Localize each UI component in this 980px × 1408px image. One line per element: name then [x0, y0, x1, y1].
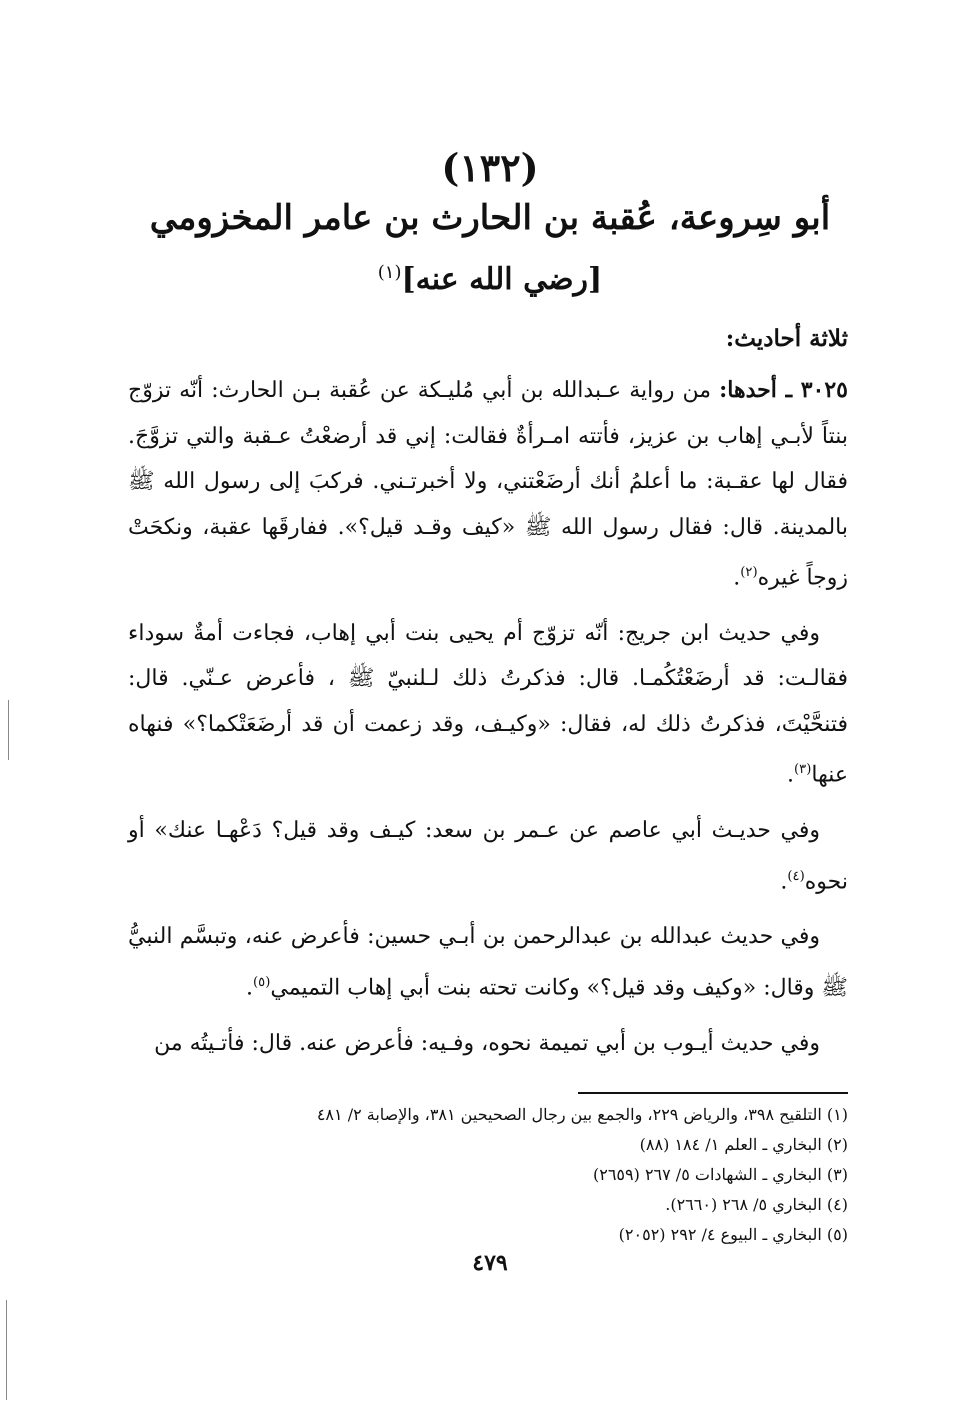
footnote-2: (٢) البخاري ـ العلم ١/ ١٨٤ (٨٨) [639, 1135, 848, 1154]
page-number: ٤٧٩ [472, 1250, 508, 1276]
paragraph-5 [128, 1021, 848, 1067]
paragraph-3 [128, 808, 848, 904]
paragraph-4-end: . [246, 975, 254, 1001]
paragraph-4 [128, 914, 848, 1010]
scan-margin-mark-lower [6, 1300, 7, 1400]
paragraph-3-text: وفي حديـث أبي عاصم عن عـمر بن سعد: كيـف وقد قيل؟ دَعْهـا عنك» أو نحوه [128, 818, 848, 894]
footnote-ref-5: (٥) [253, 974, 271, 990]
paragraph-4-text: وفي حديث عبدالله بن عبدالرحمن بن أبـي حسين: فأعرض عنه، وتبسَّم النبيُّ ﷺ وقال: «وكيف وقد قيل؟» وكانت تحته بنت أبي إهاب التميمي [128, 924, 848, 1001]
chapter-honorific [80, 262, 900, 297]
paragraph-2 [128, 611, 848, 798]
paragraph-1 [128, 368, 848, 601]
hadith-number: ٣٠٢٥ ـ أحدها: [719, 377, 848, 403]
paragraph-2-end: . [786, 762, 794, 788]
chapter-number: (١٣٢) [441, 145, 539, 190]
paragraph-5-text: وفي حديث أيـوب بن أبي تميمة نحوه، وفـيه: فأعرض عنه. قال: فأتـيتُه من [154, 1030, 820, 1056]
footnote-1: (١) التلقيح ٣٩٨، والرياض ٢٢٩، والجمع بين رجال الصحيحين ٣٨١، والإصابة ٢/ ٤٨١ [316, 1105, 848, 1124]
footnote-ref-2: (٢) [740, 565, 758, 580]
footnote-divider [578, 1092, 848, 1094]
footnote-ref-1: (١) [377, 262, 402, 283]
footnote-4: (٤) البخاري ٥/ ٢٦٨ (٢٦٦٠). [665, 1195, 848, 1214]
section-label: ثلاثة أحاديث: [725, 325, 848, 352]
footnote-3: (٣) البخاري ـ الشهادات ٥/ ٢٦٧ (٢٦٥٩) [592, 1165, 848, 1184]
paragraph-1-text: من رواية عـبدالله بن أبي مُليـكة عن عُقبة بـن الحارث: أنّه تزوّج بنتاً لأبـي إهاب بن عزيز، فأتته امـرأةٌ فقالت: إني قد أرضعْتُ عـقبة والتي تزوَّجَ. فقال لها عقـبة: ما أعلمُ أنك أرضَعْتني، ولا أخبرتـني. فركبَ إلى رسول الله ﷺ بالمدينة. قال: فقال رسول الله ﷺ «كيف وقـد قيل؟». ففارقَها عقبة، ونكحَتْ زوجاً غيره [128, 378, 848, 591]
body-text [128, 368, 848, 1076]
paragraph-3-end: . [780, 868, 788, 894]
scan-margin-mark [8, 700, 9, 760]
honorific-text: [رضي الله عنه] [401, 262, 603, 297]
footnote-ref-3: (٣) [793, 762, 812, 778]
footnote-ref-4: (٤) [787, 868, 805, 884]
paragraph-1-end: . [733, 565, 741, 591]
footnotes-list [200, 1100, 848, 1250]
footnote-5: (٥) البخاري ـ البيوع ٤/ ٢٩٢ (٢٠٥٢) [618, 1225, 848, 1244]
paragraph-2-text: وفي حديث ابن جريج: أنّه تزوّج أم يحيى بنت أبي إهاب، فجاءت أمةٌ سوداء فقالـت: قد أرضَعْتُكُمـا. قال: فذكرتُ ذلك لـلنبيّ ﷺ ، فأعرض عـنّي. قال: فتنحَّيْتَ، فذكرتُ ذلك له، فقال: «وكيـف، وقد زعمت أن قد أرضَعَتْكما؟» فنهاه عنها [128, 620, 848, 788]
chapter-title: أبو سِروعة، عُقبة بن الحارث بن عامر المخزومي [149, 198, 831, 238]
